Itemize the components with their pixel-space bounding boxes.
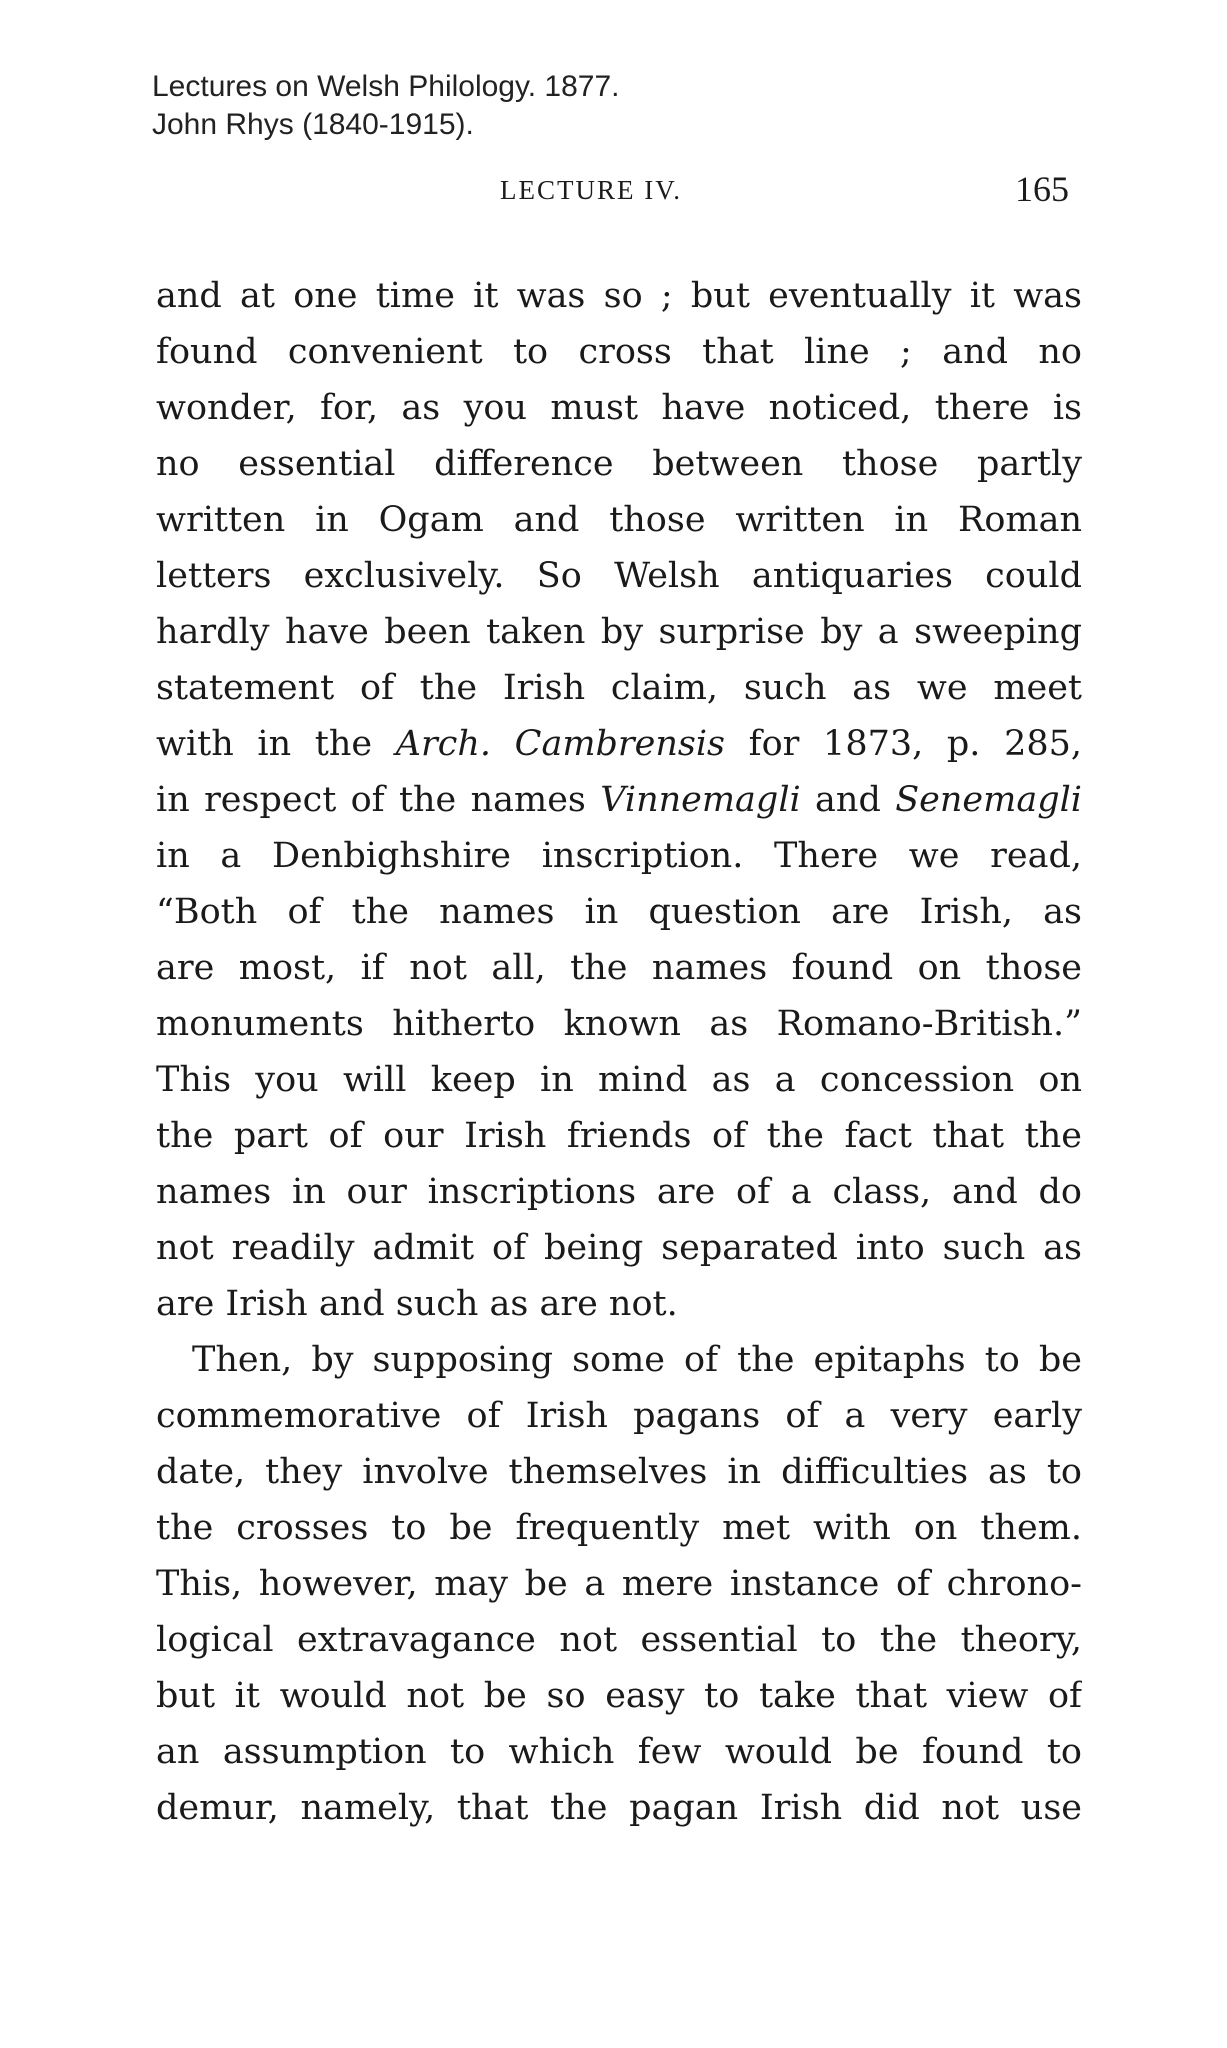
text-line: This you will keep in mind as a concession on [156,1060,1082,1100]
text-line: This, however, may be a mere instance of chrono- [156,1564,1082,1604]
text-segment: for 1873, p. 285, [725,724,1082,764]
text-line-paragraph-end: are Irish and such as are not. [156,1284,678,1324]
name-senemagli: Senemagli [895,780,1082,820]
body-text [156,268,1082,1836]
text-line-names [156,772,1082,828]
text-line: found convenient to cross that line ; and no [156,332,1082,372]
running-head: LECTURE IV. [500,175,682,205]
text-segment: with in the [156,724,396,764]
text-line: monuments hitherto known as Romano-British.” [156,1004,1082,1044]
text-line: wonder, for, as you must have noticed, there is [156,388,1082,428]
document-caption [152,68,620,144]
caption-author: John Rhys (1840-1915). [152,108,474,141]
text-line: “Both of the names in question are Irish, as [156,892,1082,932]
caption-title: Lectures on Welsh Philology. 1877. [152,70,620,103]
text-line: commemorative of Irish pagans of a very early [156,1396,1082,1436]
text-line: statement of the Irish claim, such as we meet [156,668,1082,708]
name-vinnemagli: Vinnemagli [600,780,801,820]
text-line: and at one time it was so ; but eventually it was [156,276,1082,316]
text-line: in a Denbighshire inscription. There we read, [156,836,1082,876]
text-line: the part of our Irish friends of the fact that the [156,1116,1082,1156]
text-segment: and [800,780,896,820]
text-line-arch-cambrensis [156,716,1082,772]
text-line: written in Ogam and those written in Roman [156,500,1082,540]
text-line: no essential difference between those partly [156,444,1082,484]
text-line: date, they involve themselves in difficulties as to [156,1452,1082,1492]
text-segment: in respect of the names [156,780,601,820]
text-line: names in our inscriptions are of a class, and do [156,1172,1082,1212]
text-line-paragraph-start: Then, by supposing some of the epitaphs to be [192,1340,1082,1380]
text-line: an assumption to which few would be found to [156,1732,1082,1772]
text-line: are most, if not all, the names found on those [156,948,1082,988]
text-line: hardly have been taken by surprise by a sweeping [156,612,1082,652]
text-line: letters exclusively. So Welsh antiquaries could [156,556,1082,596]
text-line: logical extravagance not essential to the theory, [156,1620,1082,1660]
text-line: but it would not be so easy to take that view of [156,1676,1082,1716]
text-line: demur, namely, that the pagan Irish did not use [156,1788,1082,1828]
text-line: not readily admit of being separated into such as [156,1228,1082,1268]
journal-title: Arch. Cambrensis [395,724,726,764]
text-line: the crosses to be frequently met with on them. [156,1508,1082,1548]
page-number: 165 [1015,169,1069,209]
